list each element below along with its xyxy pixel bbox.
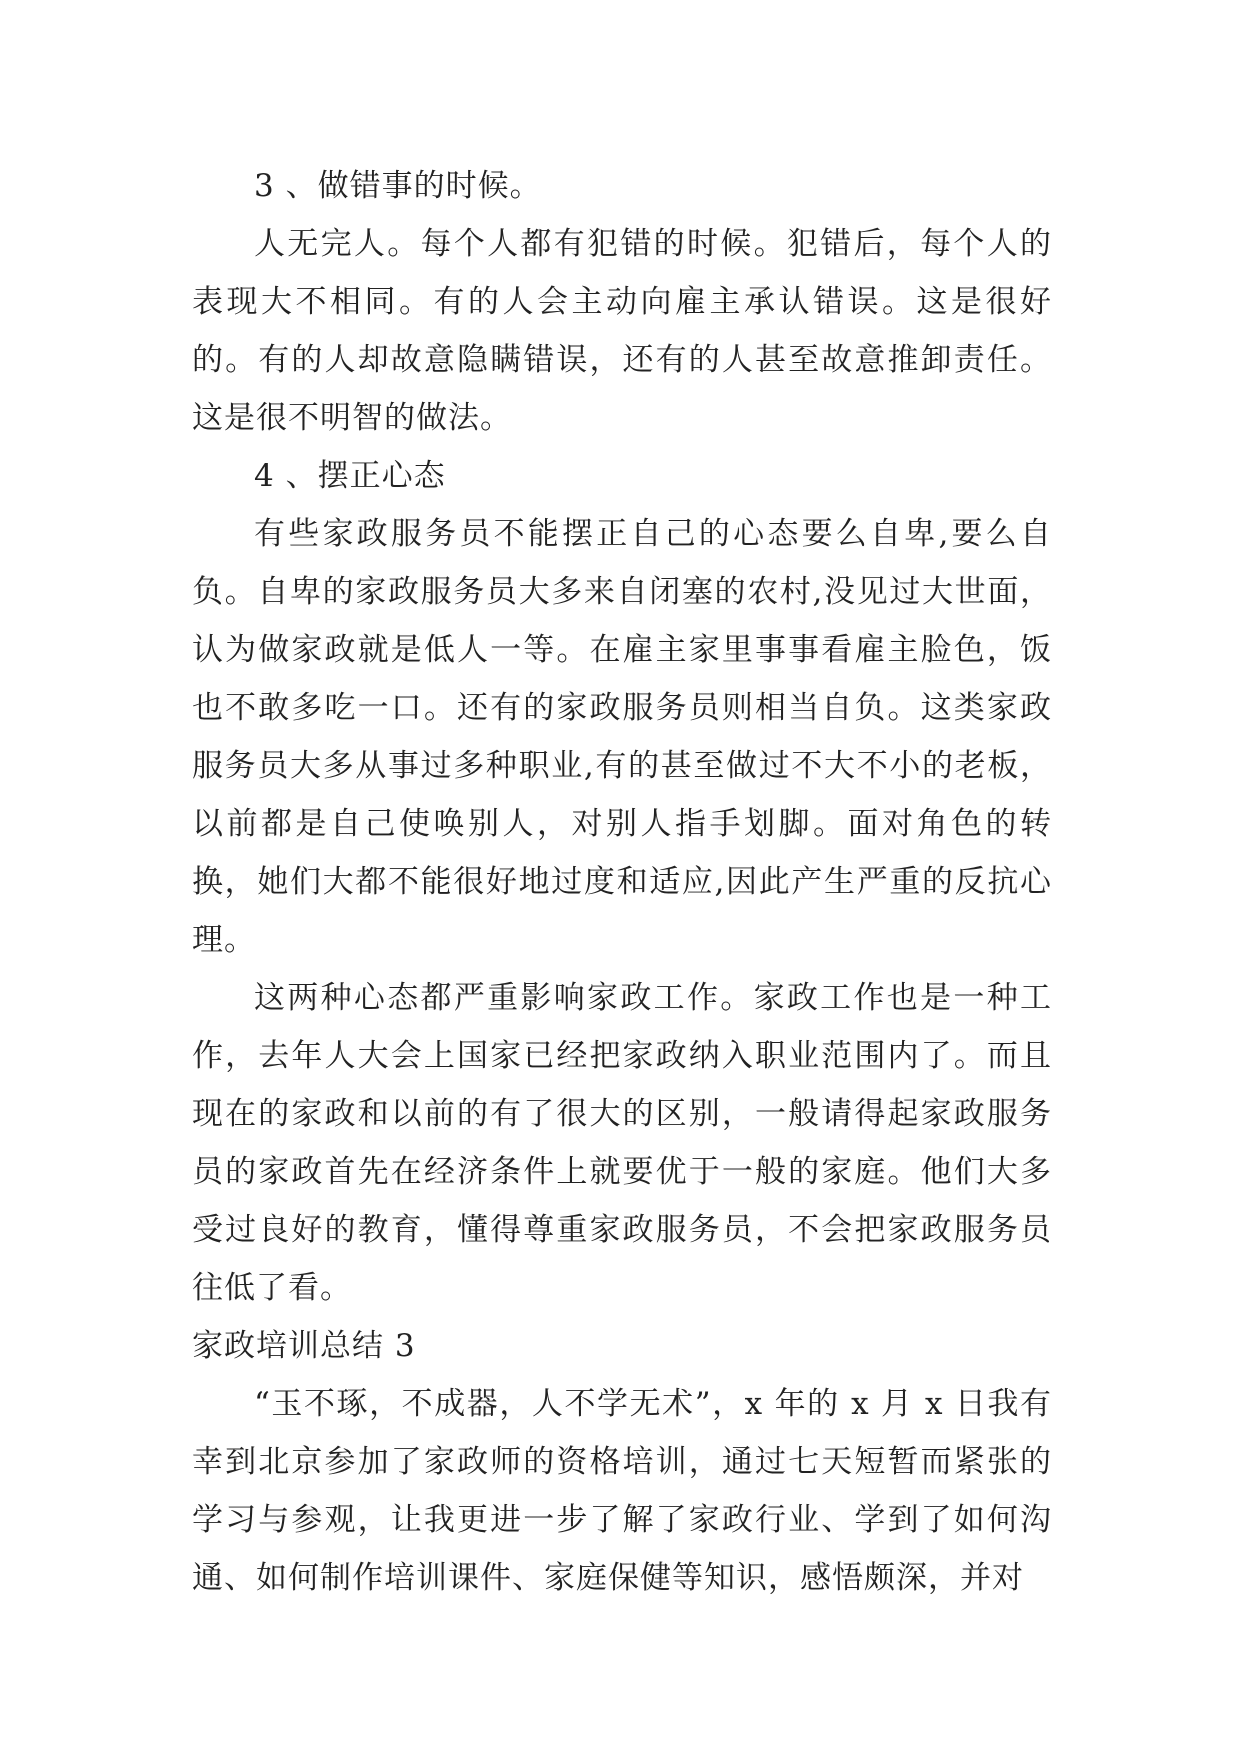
paragraph-mindset: 有些家政服务员不能摆正自己的心态要么自卑,要么自负。自卑的家政服务员大多来自闭塞的农村,没见过大世面，认为做家政就是低人一等。在雇主家里事事看雇主脸色，饭也不敢多吃一口。还有的家政服务员则相当自负。这类家政服务员大多从事过多种职业,有的甚至做过不大不小的老板，以前都是自己使唤别人，对别人指手划脚。面对角色的转换，她们大都不能很好地过度和适应,因此产生严重的反抗心理。 [192,516,1052,958]
document-body [192,157,1052,1607]
section-heading-4: 4 、摆正心态 [254,458,446,494]
paragraph-mistakes: 人无完人。每个人都有犯错的时候。犯错后，每个人的表现大不相同。有的人会主动向雇主承认错误。这是很好的。有的人却故意隐瞒错误，还有的人甚至故意推卸责任。这是很不明智的做法。 [192,226,1052,436]
paragraph-impact: 这两种心态都严重影响家政工作。家政工作也是一种工作，去年人大会上国家已经把家政纳入职业范围内了。而且现在的家政和以前的有了很大的区别，一般请得起家政服务员的家政首先在经济条件上就要优于一般的家庭。他们大多受过良好的教育，懂得尊重家政服务员，不会把家政服务员往低了看。 [192,980,1052,1306]
section-title-summary-3: 家政培训总结 3 [192,1328,416,1364]
section-heading-3: 3 、做错事的时候。 [254,168,542,204]
paragraph-training: “玉不琢，不成器，人不学无术”，x 年的 x 月 x 日我有幸到北京参加了家政师的资格培训，通过七天短暂而紧张的学习与参观，让我更进一步了解了家政行业、学到了如何沟通、如何制作培训课件、家庭保健等知识，感悟颇深，并对 [192,1386,1052,1596]
